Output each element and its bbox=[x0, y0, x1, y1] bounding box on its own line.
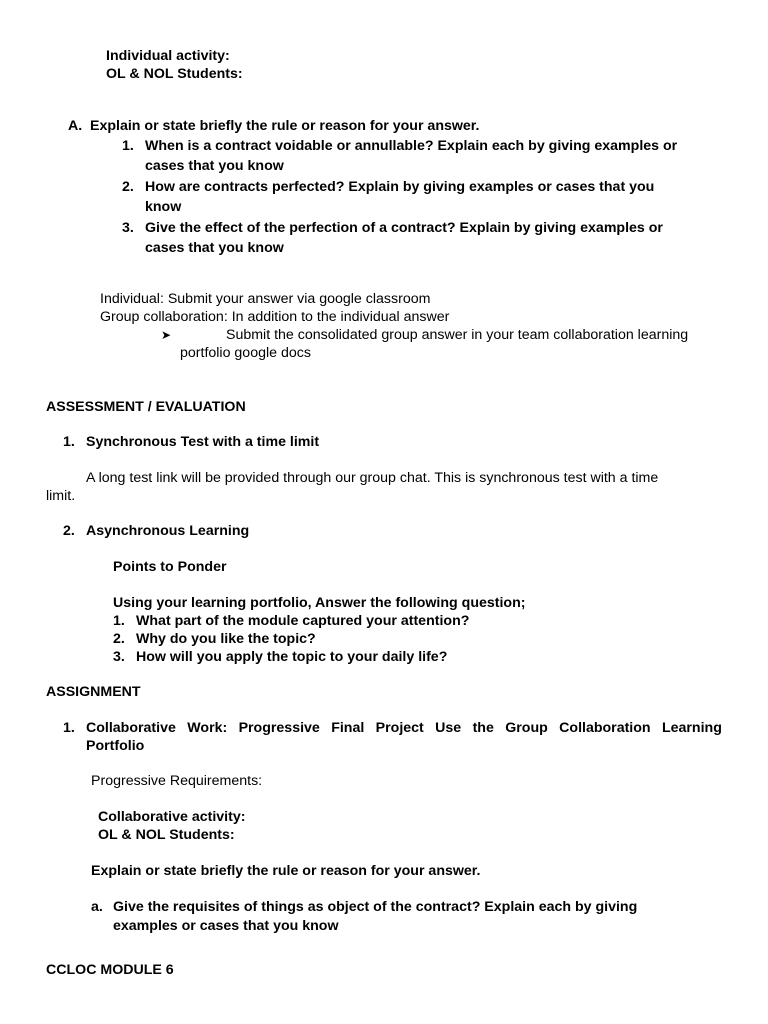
ponder-question-1: What part of the module captured your attention? bbox=[136, 613, 470, 629]
ponder-question-2: Why do you like the topic? bbox=[136, 631, 316, 647]
assignment-word: Use bbox=[435, 720, 462, 736]
individual-submission-text: Individual: Submit your answer via google classroom bbox=[100, 291, 431, 307]
assessment-item-1-title: Synchronous Test with a time limit bbox=[86, 434, 320, 450]
question-2-line-1: How are contracts perfected? Explain by giving examples or cases that you bbox=[145, 179, 655, 195]
question-3-line-2: cases that you know bbox=[145, 240, 284, 256]
question-3-line-1: Give the effect of the perfection of a contract? Explain by giving examples or bbox=[145, 220, 663, 236]
ponder-question-3-number: 3. bbox=[113, 649, 125, 665]
assignment-item-1-number: 1. bbox=[63, 720, 75, 736]
bullet-text-line-1: Submit the consolidated group answer in your team collaboration learning bbox=[226, 327, 689, 343]
question-1-line-1: When is a contract voidable or annullable? Explain each by giving examples or bbox=[145, 138, 678, 154]
question-1-number: 1. bbox=[122, 138, 134, 154]
assignment-word: Final bbox=[331, 720, 365, 736]
question-2-number: 2. bbox=[122, 179, 134, 195]
assignment-item-1-line-2: Portfolio bbox=[86, 738, 145, 754]
assessment-item-1-number: 1. bbox=[63, 434, 75, 450]
ponder-question-1-number: 1. bbox=[113, 613, 125, 629]
bullet-text-line-2: portfolio google docs bbox=[180, 345, 311, 361]
assignment-word: the bbox=[472, 720, 494, 736]
collaborative-activity-line-1: Collaborative activity: bbox=[98, 809, 246, 825]
assignment-word: Group bbox=[505, 720, 548, 736]
ponder-intro: Using your learning portfolio, Answer the following question; bbox=[113, 595, 526, 611]
points-to-ponder-title: Points to Ponder bbox=[113, 559, 227, 575]
progressive-requirements-text: Progressive Requirements: bbox=[91, 773, 263, 789]
synchronous-test-text-line-2: limit. bbox=[46, 488, 76, 504]
assignment-word: Project bbox=[375, 720, 424, 736]
ponder-question-2-number: 2. bbox=[113, 631, 125, 647]
ponder-question-3: How will you apply the topic to your daily life? bbox=[136, 649, 448, 665]
section-a-marker: A. bbox=[68, 118, 83, 134]
assignment-word: Collaborative bbox=[86, 720, 176, 736]
module-footer: CCLOC MODULE 6 bbox=[46, 962, 174, 978]
assignment-item-a-line-2: examples or cases that you know bbox=[113, 918, 339, 934]
assignment-word: Learning bbox=[661, 720, 722, 736]
assignment-word: Collaboration bbox=[559, 720, 651, 736]
header-line-2: OL & NOL Students: bbox=[106, 66, 243, 82]
assessment-heading: ASSESSMENT / EVALUATION bbox=[46, 399, 246, 415]
question-2-line-2: know bbox=[145, 199, 182, 215]
assignment-item-a-line-1: Give the requisites of things as object of the contract? Explain each by giving bbox=[113, 899, 638, 915]
arrowhead-bullet-icon: ➤ bbox=[161, 328, 172, 342]
assignment-item-1-line-1 bbox=[86, 719, 722, 737]
assignment-explain-instruction: Explain or state briefly the rule or reason for your answer. bbox=[91, 863, 481, 879]
synchronous-test-text-line-1: A long test link will be provided through our group chat. This is synchronous test with a time bbox=[86, 470, 659, 486]
assignment-word: Work: bbox=[187, 720, 228, 736]
question-1-line-2: cases that you know bbox=[145, 158, 284, 174]
assignment-word: Progressive bbox=[238, 720, 320, 736]
assignment-item-a-marker: a. bbox=[91, 899, 103, 915]
assignment-heading: ASSIGNMENT bbox=[46, 684, 141, 700]
assessment-item-2-title: Asynchronous Learning bbox=[86, 523, 250, 539]
group-collaboration-text: Group collaboration: In addition to the individual answer bbox=[100, 309, 450, 325]
collaborative-activity-line-2: OL & NOL Students: bbox=[98, 827, 235, 843]
header-line-1: Individual activity: bbox=[106, 48, 230, 64]
question-3-number: 3. bbox=[122, 220, 134, 236]
assessment-item-2-number: 2. bbox=[63, 523, 75, 539]
section-a-title: Explain or state briefly the rule or reason for your answer. bbox=[90, 118, 480, 134]
